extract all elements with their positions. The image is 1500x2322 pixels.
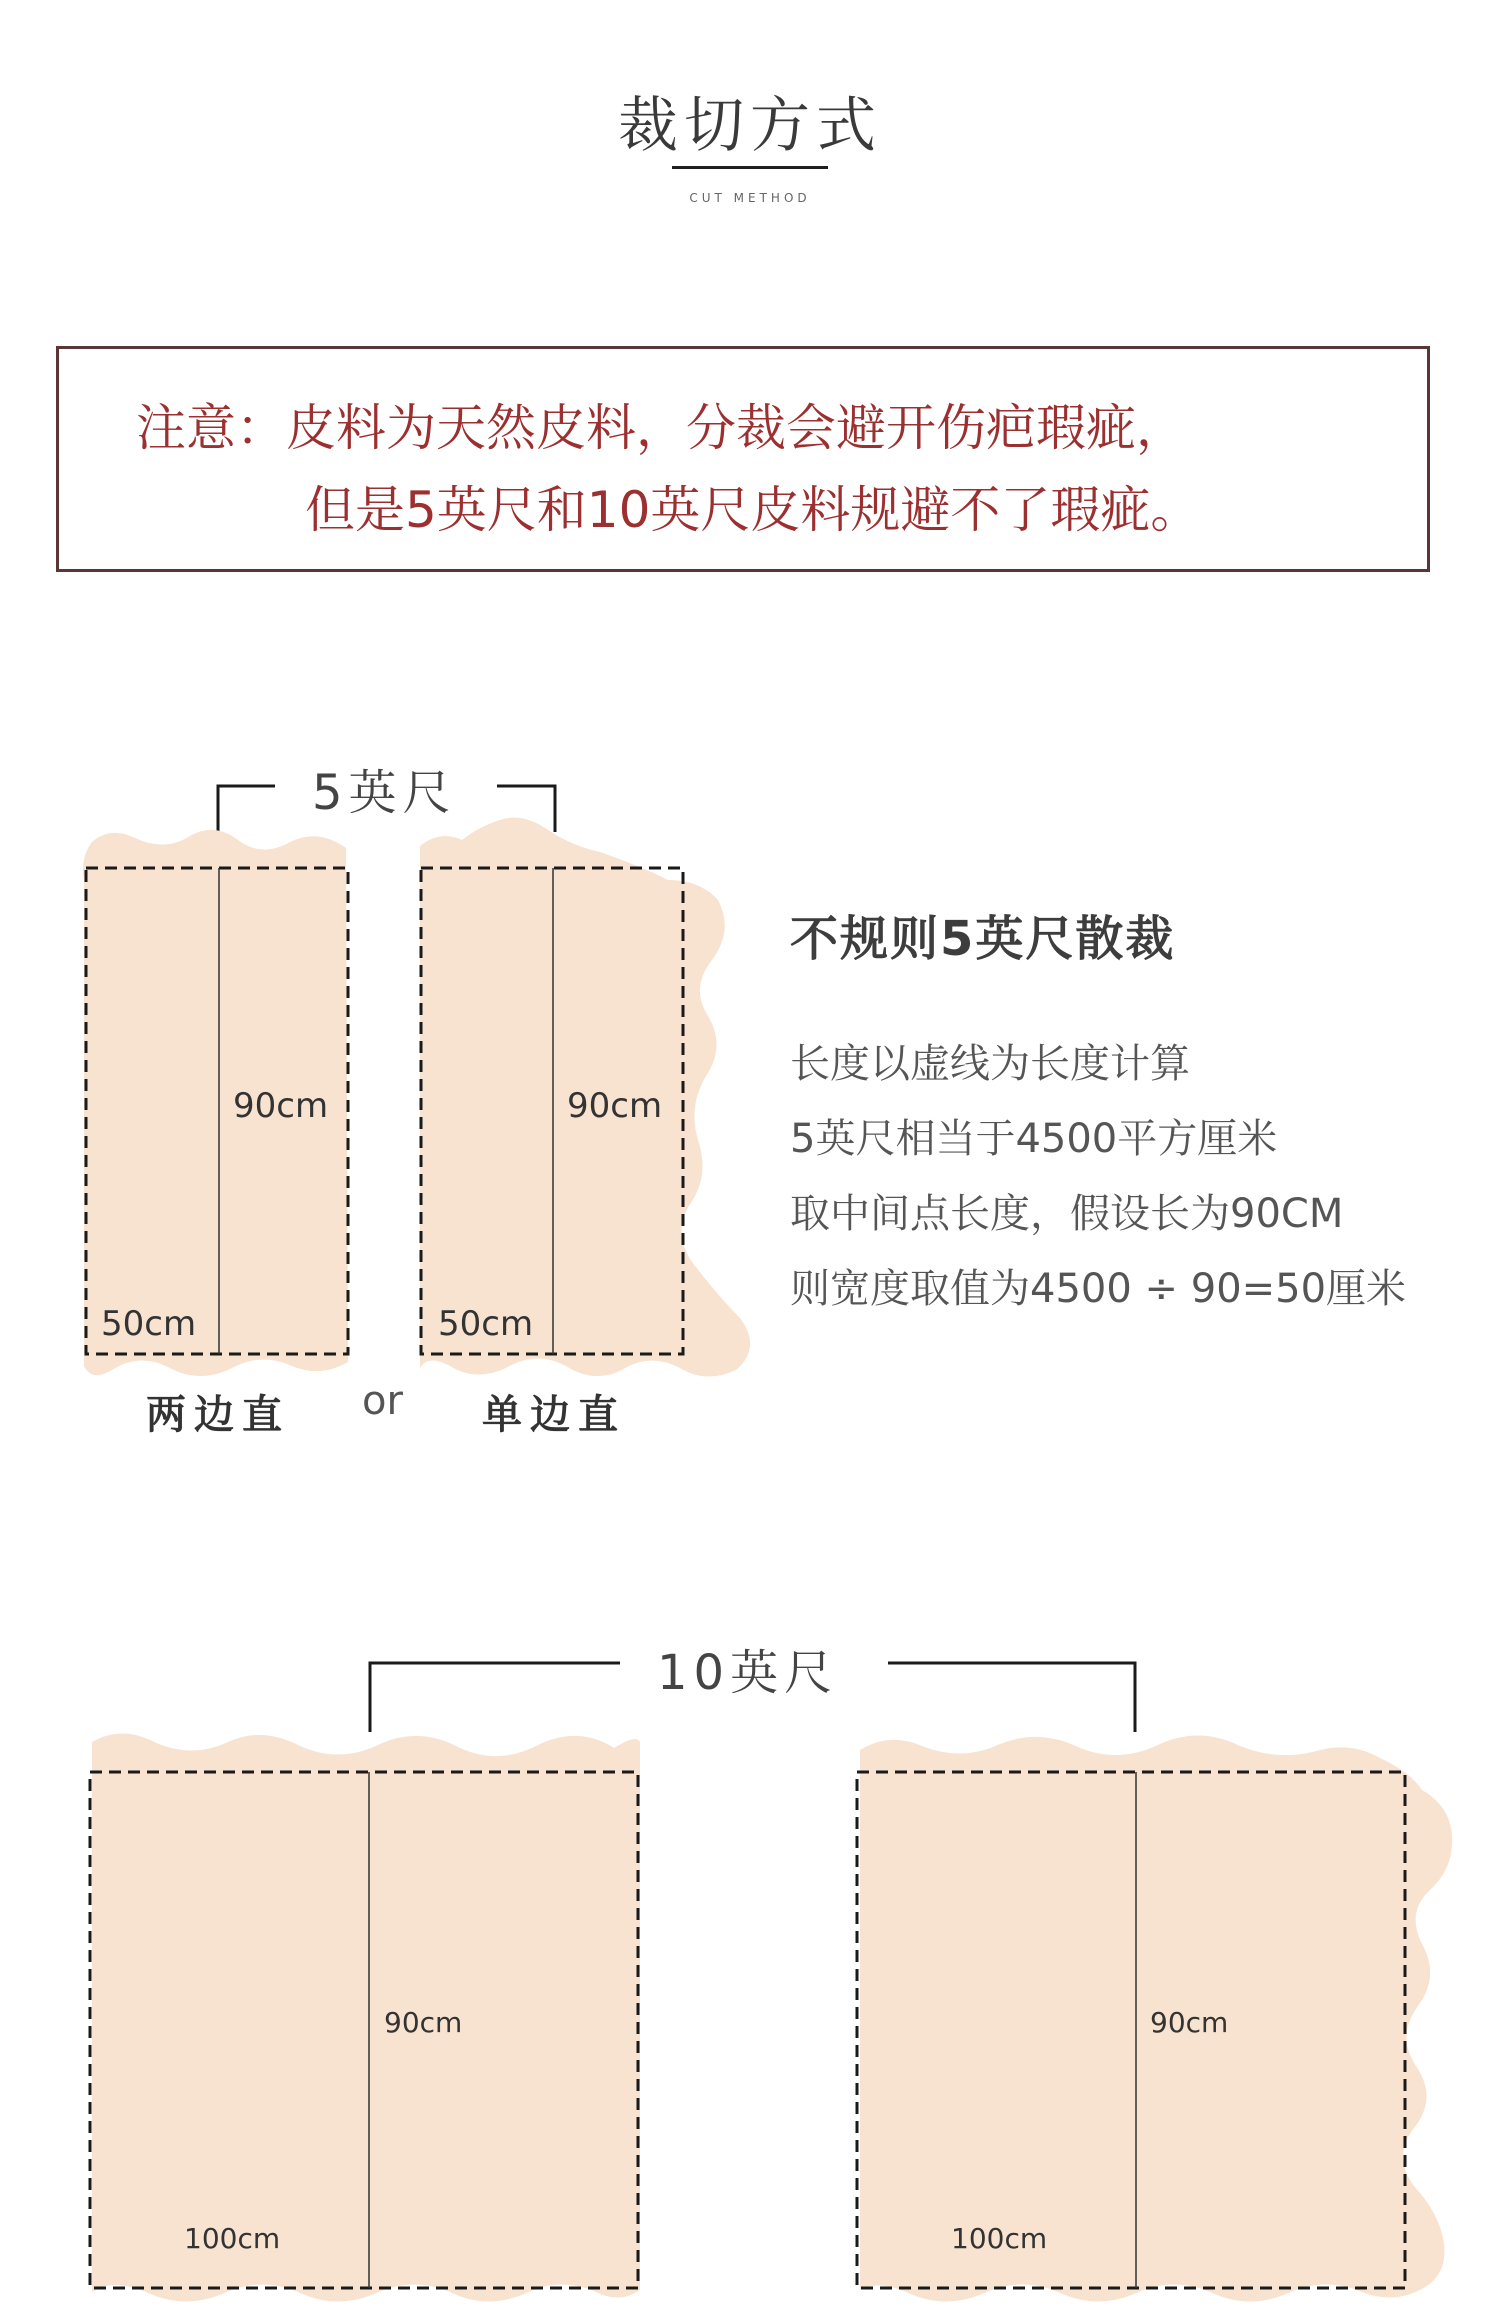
- info-line-2: 5英尺相当于4500平方厘米: [790, 1116, 1278, 1162]
- ten-ft-label: 10英尺: [657, 1645, 839, 1701]
- notice-line-2: 但是5英尺和10英尺皮料规避不了瑕疵。: [305, 481, 1201, 539]
- five-ft-label: 5英尺: [312, 765, 457, 821]
- five-ft-left-width: 50cm: [101, 1304, 197, 1344]
- ten-ft-left-width: 100cm: [184, 2222, 281, 2255]
- ten-ft-right-width: 100cm: [951, 2222, 1048, 2255]
- caption-one-straight: 单边直: [482, 1392, 626, 1438]
- five-ft-right-length: 90cm: [567, 1086, 663, 1126]
- info-line-3: 取中间点长度，假设长为90CM: [790, 1191, 1344, 1237]
- five-ft-right-width: 50cm: [438, 1304, 534, 1344]
- info-line-4: 则宽度取值为4500 ÷ 90=50厘米: [790, 1266, 1407, 1312]
- notice-line-1: 注意：皮料为天然皮料，分裁会避开伤疤瑕疵，: [136, 399, 1186, 457]
- ten-ft-right-length: 90cm: [1150, 2006, 1229, 2039]
- five-ft-left-length: 90cm: [233, 1086, 329, 1126]
- ten-ft-left-length: 90cm: [384, 2006, 463, 2039]
- info-title: 不规则5英尺散裁: [790, 911, 1176, 967]
- page-subtitle: CUT METHOD: [689, 191, 811, 205]
- caption-two-straight: 两边直: [146, 1392, 290, 1438]
- caption-or: or: [362, 1378, 403, 1424]
- info-line-1: 长度以虚线为长度计算: [790, 1041, 1190, 1087]
- page-title: 裁切方式: [618, 91, 882, 161]
- ten-ft-left-leather: [92, 1733, 640, 2301]
